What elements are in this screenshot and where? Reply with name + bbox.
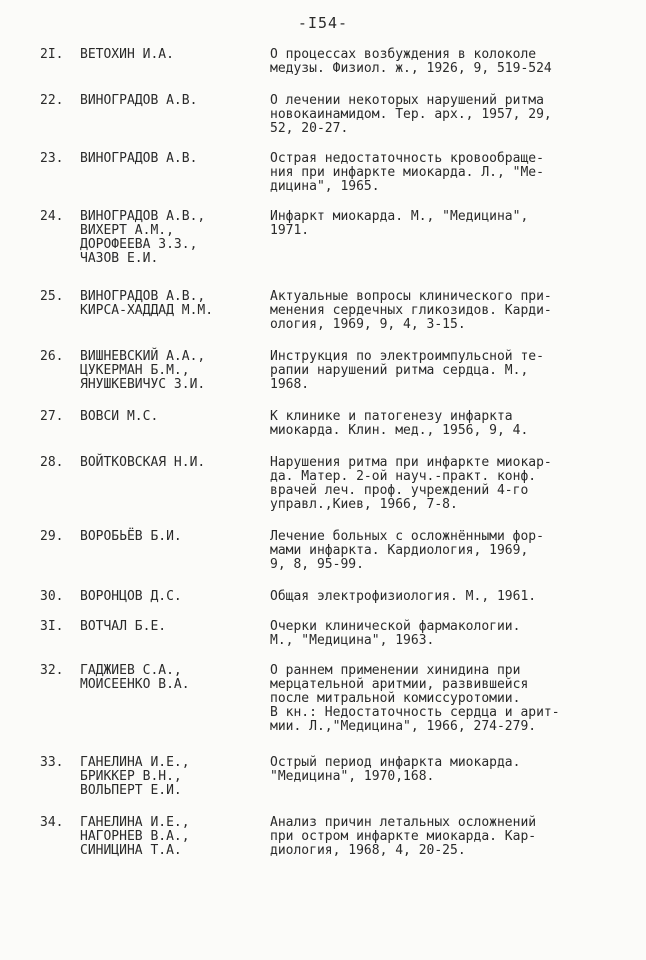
entry-reference <box>270 620 600 648</box>
author-name: ВИНОГРАДОВ А.В. <box>80 151 198 166</box>
entry-number: 24. <box>40 209 64 224</box>
entry-reference <box>270 456 600 512</box>
reference-line: Инфаркт миокарда. М., "Медицина", <box>270 209 529 224</box>
reference-line: мами инфаркта. Кардиология, 1969, <box>270 543 529 558</box>
reference-line: Очерки клинической фармакологии. <box>270 619 521 634</box>
entry-authors <box>80 152 265 166</box>
author-name: ВИНОГРАДОВ А.В., <box>80 289 206 304</box>
reference-line: менения сердечных гликозидов. Карди- <box>270 303 552 318</box>
entry-number: 28. <box>40 455 64 470</box>
reference-line: Острый период инфаркта миокарда. <box>270 755 521 770</box>
reference-line: К клинике и патогенезу инфаркта <box>270 409 513 424</box>
entry-authors <box>80 48 265 62</box>
reference-line: ология, 1969, 9, 4, 3-15. <box>270 317 466 332</box>
entry-number: 33. <box>40 755 64 770</box>
reference-line: О лечении некоторых нарушений ритма <box>270 93 544 108</box>
author-name: ВИХЕРТ А.М., <box>80 223 174 238</box>
reference-line: управл.,Киев, 1966, 7-8. <box>270 497 458 512</box>
author-name: ГАНЕЛИНА И.Е., <box>80 815 190 830</box>
entry-reference <box>270 152 600 194</box>
author-name: ЧАЗОВ Е.И. <box>80 251 159 266</box>
author-name: ВИНОГРАДОВ А.В. <box>80 93 198 108</box>
entry-authors <box>80 456 265 470</box>
reference-line: мии. Л.,"Медицина", 1966, 274-279. <box>270 719 537 734</box>
author-name: ВОЙТКОВСКАЯ Н.И. <box>80 455 206 470</box>
entry-number: 25. <box>40 289 64 304</box>
entry-reference <box>270 290 600 332</box>
entry-authors <box>80 816 265 858</box>
reference-line: мерцательной аритмии, развившейся <box>270 677 529 692</box>
author-name: СИНИЦИНА Т.А. <box>80 843 182 858</box>
author-name: ЯНУШКЕВИЧУС З.И. <box>80 377 206 392</box>
author-name: ГАНЕЛИНА И.Е., <box>80 755 190 770</box>
entry-authors <box>80 210 265 266</box>
author-name: ВОТЧАЛ Б.Е. <box>80 619 167 634</box>
author-name: НАГОРНЕВ В.А., <box>80 829 190 844</box>
reference-line: "Медицина", 1970,168. <box>270 769 435 784</box>
author-name: БРИККЕР В.Н., <box>80 769 182 784</box>
reference-line: дицина", 1965. <box>270 179 380 194</box>
entry-authors <box>80 620 265 634</box>
entry-reference <box>270 210 600 238</box>
entry-number: 34. <box>40 815 64 830</box>
entry-number: 3I. <box>40 619 64 634</box>
reference-line: Общая электрофизиология. М., 1961. <box>270 589 537 604</box>
reference-line: ния при инфаркте миокарда. Л., "Ме- <box>270 165 544 180</box>
reference-line: после митральной комиссуротомии. <box>270 691 521 706</box>
entry-authors <box>80 350 265 392</box>
entry-number: 22. <box>40 93 64 108</box>
entry-number: 27. <box>40 409 64 424</box>
reference-line: Инструкция по электроимпульсной те- <box>270 349 544 364</box>
entry-authors <box>80 530 265 544</box>
reference-line: новокаинамидом. Тер. арх., 1957, 29, <box>270 107 552 122</box>
author-name: КИРСА-ХАДДАД М.М. <box>80 303 214 318</box>
reference-line: диология, 1968, 4, 20-25. <box>270 843 466 858</box>
reference-line: при остром инфаркте миокарда. Кар- <box>270 829 537 844</box>
author-name: ВОЛЬПЕРТ Е.И. <box>80 783 182 798</box>
entry-number: 23. <box>40 151 64 166</box>
page-number: -I54- <box>297 14 349 32</box>
entry-authors <box>80 410 265 424</box>
author-name: ВОВСИ М.С. <box>80 409 159 424</box>
reference-line: 1971. <box>270 223 310 238</box>
reference-line: да. Матер. 2-ой науч.-практ. конф. <box>270 469 537 484</box>
author-name: ЦУКЕРМАН Б.М., <box>80 363 190 378</box>
entry-authors <box>80 590 265 604</box>
entry-authors <box>80 290 265 318</box>
entry-reference <box>270 664 600 734</box>
reference-line: О процессах возбуждения в колоколе <box>270 47 537 62</box>
author-name: МОИСЕЕНКО В.А. <box>80 677 190 692</box>
author-name: ВИШНЕВСКИЙ А.А., <box>80 349 206 364</box>
entry-authors <box>80 756 265 798</box>
entry-authors <box>80 94 265 108</box>
entry-number: 32. <box>40 663 64 678</box>
reference-line: Лечение больных с осложнёнными фор- <box>270 529 544 544</box>
reference-line: Острая недостаточность кровообраще- <box>270 151 544 166</box>
entry-number: 29. <box>40 529 64 544</box>
entry-number: 26. <box>40 349 64 364</box>
entry-reference <box>270 350 600 392</box>
entry-number: 30. <box>40 589 64 604</box>
entry-authors <box>80 664 265 692</box>
reference-line: 1968. <box>270 377 310 392</box>
reference-line: медузы. Физиол. ж., 1926, 9, 519-524 <box>270 61 552 76</box>
entry-number: 2I. <box>40 47 64 62</box>
reference-line: 9, 8, 95-99. <box>270 557 364 572</box>
reference-line: Актуальные вопросы клинического при- <box>270 289 552 304</box>
entry-reference <box>270 410 600 438</box>
author-name: ГАДЖИЕВ С.А., <box>80 663 182 678</box>
entry-reference <box>270 816 600 858</box>
reference-line: Анализ причин летальных осложнений <box>270 815 537 830</box>
author-name: ВОРОНЦОВ Д.С. <box>80 589 182 604</box>
author-name: ВИНОГРАДОВ А.В., <box>80 209 206 224</box>
reference-line: миокарда. Клин. мед., 1956, 9, 4. <box>270 423 529 438</box>
reference-line: рапии нарушений ритма сердца. М., <box>270 363 529 378</box>
reference-line: О раннем применении хинидина при <box>270 663 521 678</box>
author-name: ВОРОБЬЁВ Б.И. <box>80 529 182 544</box>
entry-reference <box>270 590 600 604</box>
entry-reference <box>270 48 600 76</box>
reference-line: В кн.: Недостаточность сердца и арит- <box>270 705 560 720</box>
entry-reference <box>270 756 600 784</box>
reference-line: врачей леч. проф. учреждений 4-го <box>270 483 529 498</box>
entry-reference <box>270 530 600 572</box>
author-name: ДОРОФЕЕВА З.З., <box>80 237 198 252</box>
entry-reference <box>270 94 600 136</box>
reference-line: М., "Медицина", 1963. <box>270 633 435 648</box>
reference-line: Нарушения ритма при инфаркте миокар- <box>270 455 552 470</box>
reference-line: 52, 20-27. <box>270 121 349 136</box>
author-name: ВЕТОХИН И.А. <box>80 47 174 62</box>
